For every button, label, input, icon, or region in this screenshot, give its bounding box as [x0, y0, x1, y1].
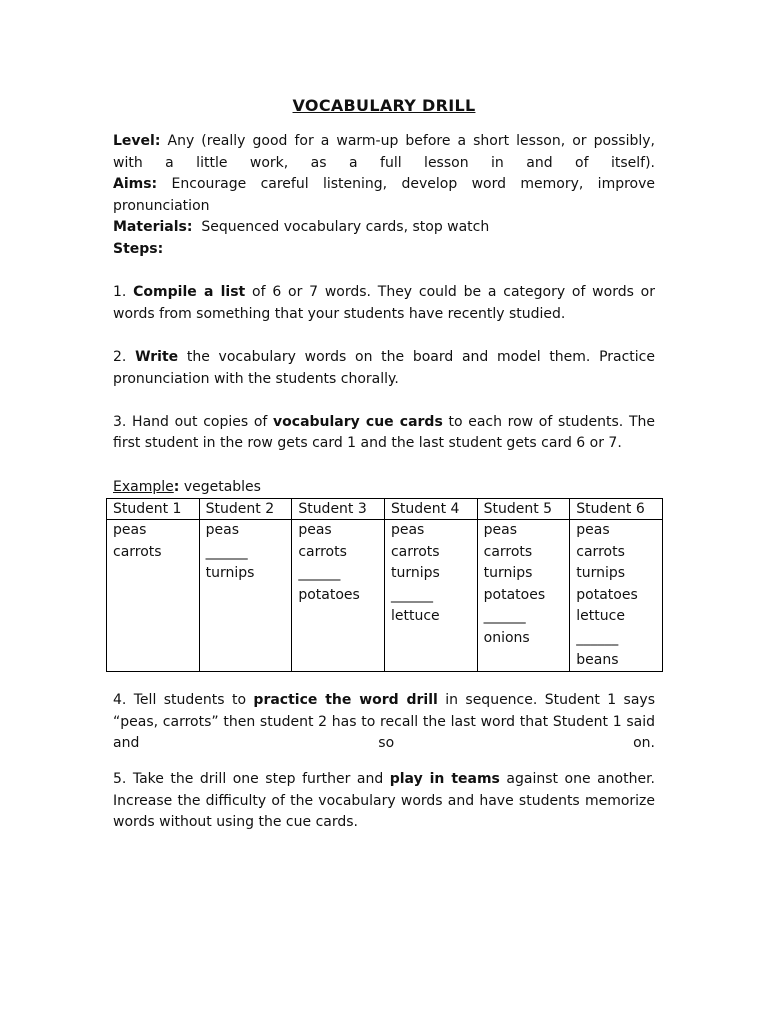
aims-paragraph — [113, 174, 655, 217]
level-paragraph — [113, 131, 655, 174]
step-5 — [113, 769, 655, 834]
step-1-text: of 6 or 7 words. They could be a category of words or words from something that your students have recently studied. — [113, 284, 655, 322]
word: peas — [205, 522, 240, 539]
word: lettuce — [390, 608, 440, 625]
word: lettuce — [576, 608, 625, 625]
word: turnips — [390, 565, 440, 582]
vocabulary-table — [106, 498, 663, 672]
word: potatoes — [483, 586, 546, 603]
step-5-pre: 5. Take the drill one step further and — [113, 771, 384, 788]
word: carrots — [113, 543, 162, 560]
step-1 — [113, 282, 655, 325]
student-2-cell — [199, 520, 292, 672]
example-label: Example — [113, 478, 174, 495]
document-title: VOCABULARY DRILL — [292, 96, 476, 115]
materials-label: Materials: — [113, 219, 193, 236]
step-2-text: the vocabulary words on the board and model them. Practice pronunciation with the students chorally. — [113, 348, 655, 387]
word: onions — [483, 630, 530, 647]
step-1-bold: Compile a list — [133, 284, 246, 301]
student-1-cell — [107, 520, 200, 672]
word: beans — [576, 651, 619, 668]
steps-label: Steps: — [113, 240, 164, 257]
steps-paragraph — [113, 239, 655, 261]
table-row — [107, 520, 663, 672]
word: turnips — [205, 565, 255, 582]
word: carrots — [576, 543, 625, 560]
example-colon: : — [173, 478, 180, 495]
step-4-bold: practice the word drill — [253, 692, 438, 709]
step-2 — [113, 347, 655, 390]
word: potatoes — [298, 586, 360, 603]
table-header-cell: Student 2 — [199, 499, 292, 520]
word: carrots — [483, 543, 533, 560]
table-header-cell: Student 3 — [292, 499, 385, 520]
table-header-cell: Student 5 — [477, 499, 570, 520]
word: peas — [113, 522, 147, 539]
level-text: Any (really good for a warm-up before a short lesson, or possibly, with a little work, as a full lesson in and of itself). — [113, 133, 656, 171]
table-header-cell: Student 4 — [384, 499, 477, 520]
step-2-bold: Write — [135, 348, 179, 365]
word: peas — [298, 522, 332, 539]
word: turnips — [576, 565, 626, 582]
step-1-number: 1. — [113, 284, 127, 301]
materials-paragraph — [113, 217, 655, 239]
word-blank: ______ — [576, 630, 619, 647]
table-header-cell: Student 1 — [107, 499, 200, 520]
document-page — [113, 96, 655, 834]
level-label: Level: — [113, 133, 161, 149]
example-text: vegetables — [183, 478, 261, 495]
step-4 — [113, 690, 655, 755]
word: peas — [576, 522, 610, 539]
table-header-row — [107, 499, 663, 520]
materials-text: Sequenced vocabulary cards, stop watch — [201, 219, 490, 236]
student-5-cell — [477, 520, 570, 672]
table-header-cell: Student 6 — [570, 499, 663, 520]
aims-text: Encourage careful listening, develop word memory, improve pronunciation — [113, 176, 656, 214]
step-5-bold: play in teams — [389, 771, 500, 788]
step-3 — [113, 412, 655, 455]
step-3-pre: 3. Hand out copies of — [113, 413, 268, 430]
word: turnips — [483, 565, 533, 582]
step-4-pre: 4. Tell students to — [113, 692, 247, 709]
word: carrots — [298, 543, 347, 560]
student-4-cell — [384, 520, 477, 672]
word-blank: ______ — [390, 586, 433, 603]
step-2-number: 2. — [113, 348, 127, 365]
word-blank: ______ — [298, 565, 341, 582]
word: peas — [483, 522, 517, 539]
word: peas — [390, 522, 425, 539]
step-3-bold: vocabulary cue cards — [273, 413, 443, 430]
student-3-cell — [292, 520, 385, 672]
example-line — [113, 477, 655, 499]
word: carrots — [390, 543, 440, 560]
word: potatoes — [576, 586, 638, 603]
aims-label: Aims: — [113, 176, 158, 193]
step-3-text: to each row of students. The first student in the row gets card 1 and the last student gets card 6 or 7. — [113, 413, 655, 452]
step-4-text: in sequence. Student 1 says “peas, carrots” then student 2 has to recall the last word that Student 1 said and so on. — [113, 692, 656, 752]
student-6-cell — [570, 520, 663, 672]
word-blank: ______ — [483, 608, 526, 625]
step-5-text: against one another. Increase the difficulty of the vocabulary words and have students memorize words without using the cue cards. — [113, 771, 655, 831]
word-blank: ______ — [205, 543, 248, 560]
